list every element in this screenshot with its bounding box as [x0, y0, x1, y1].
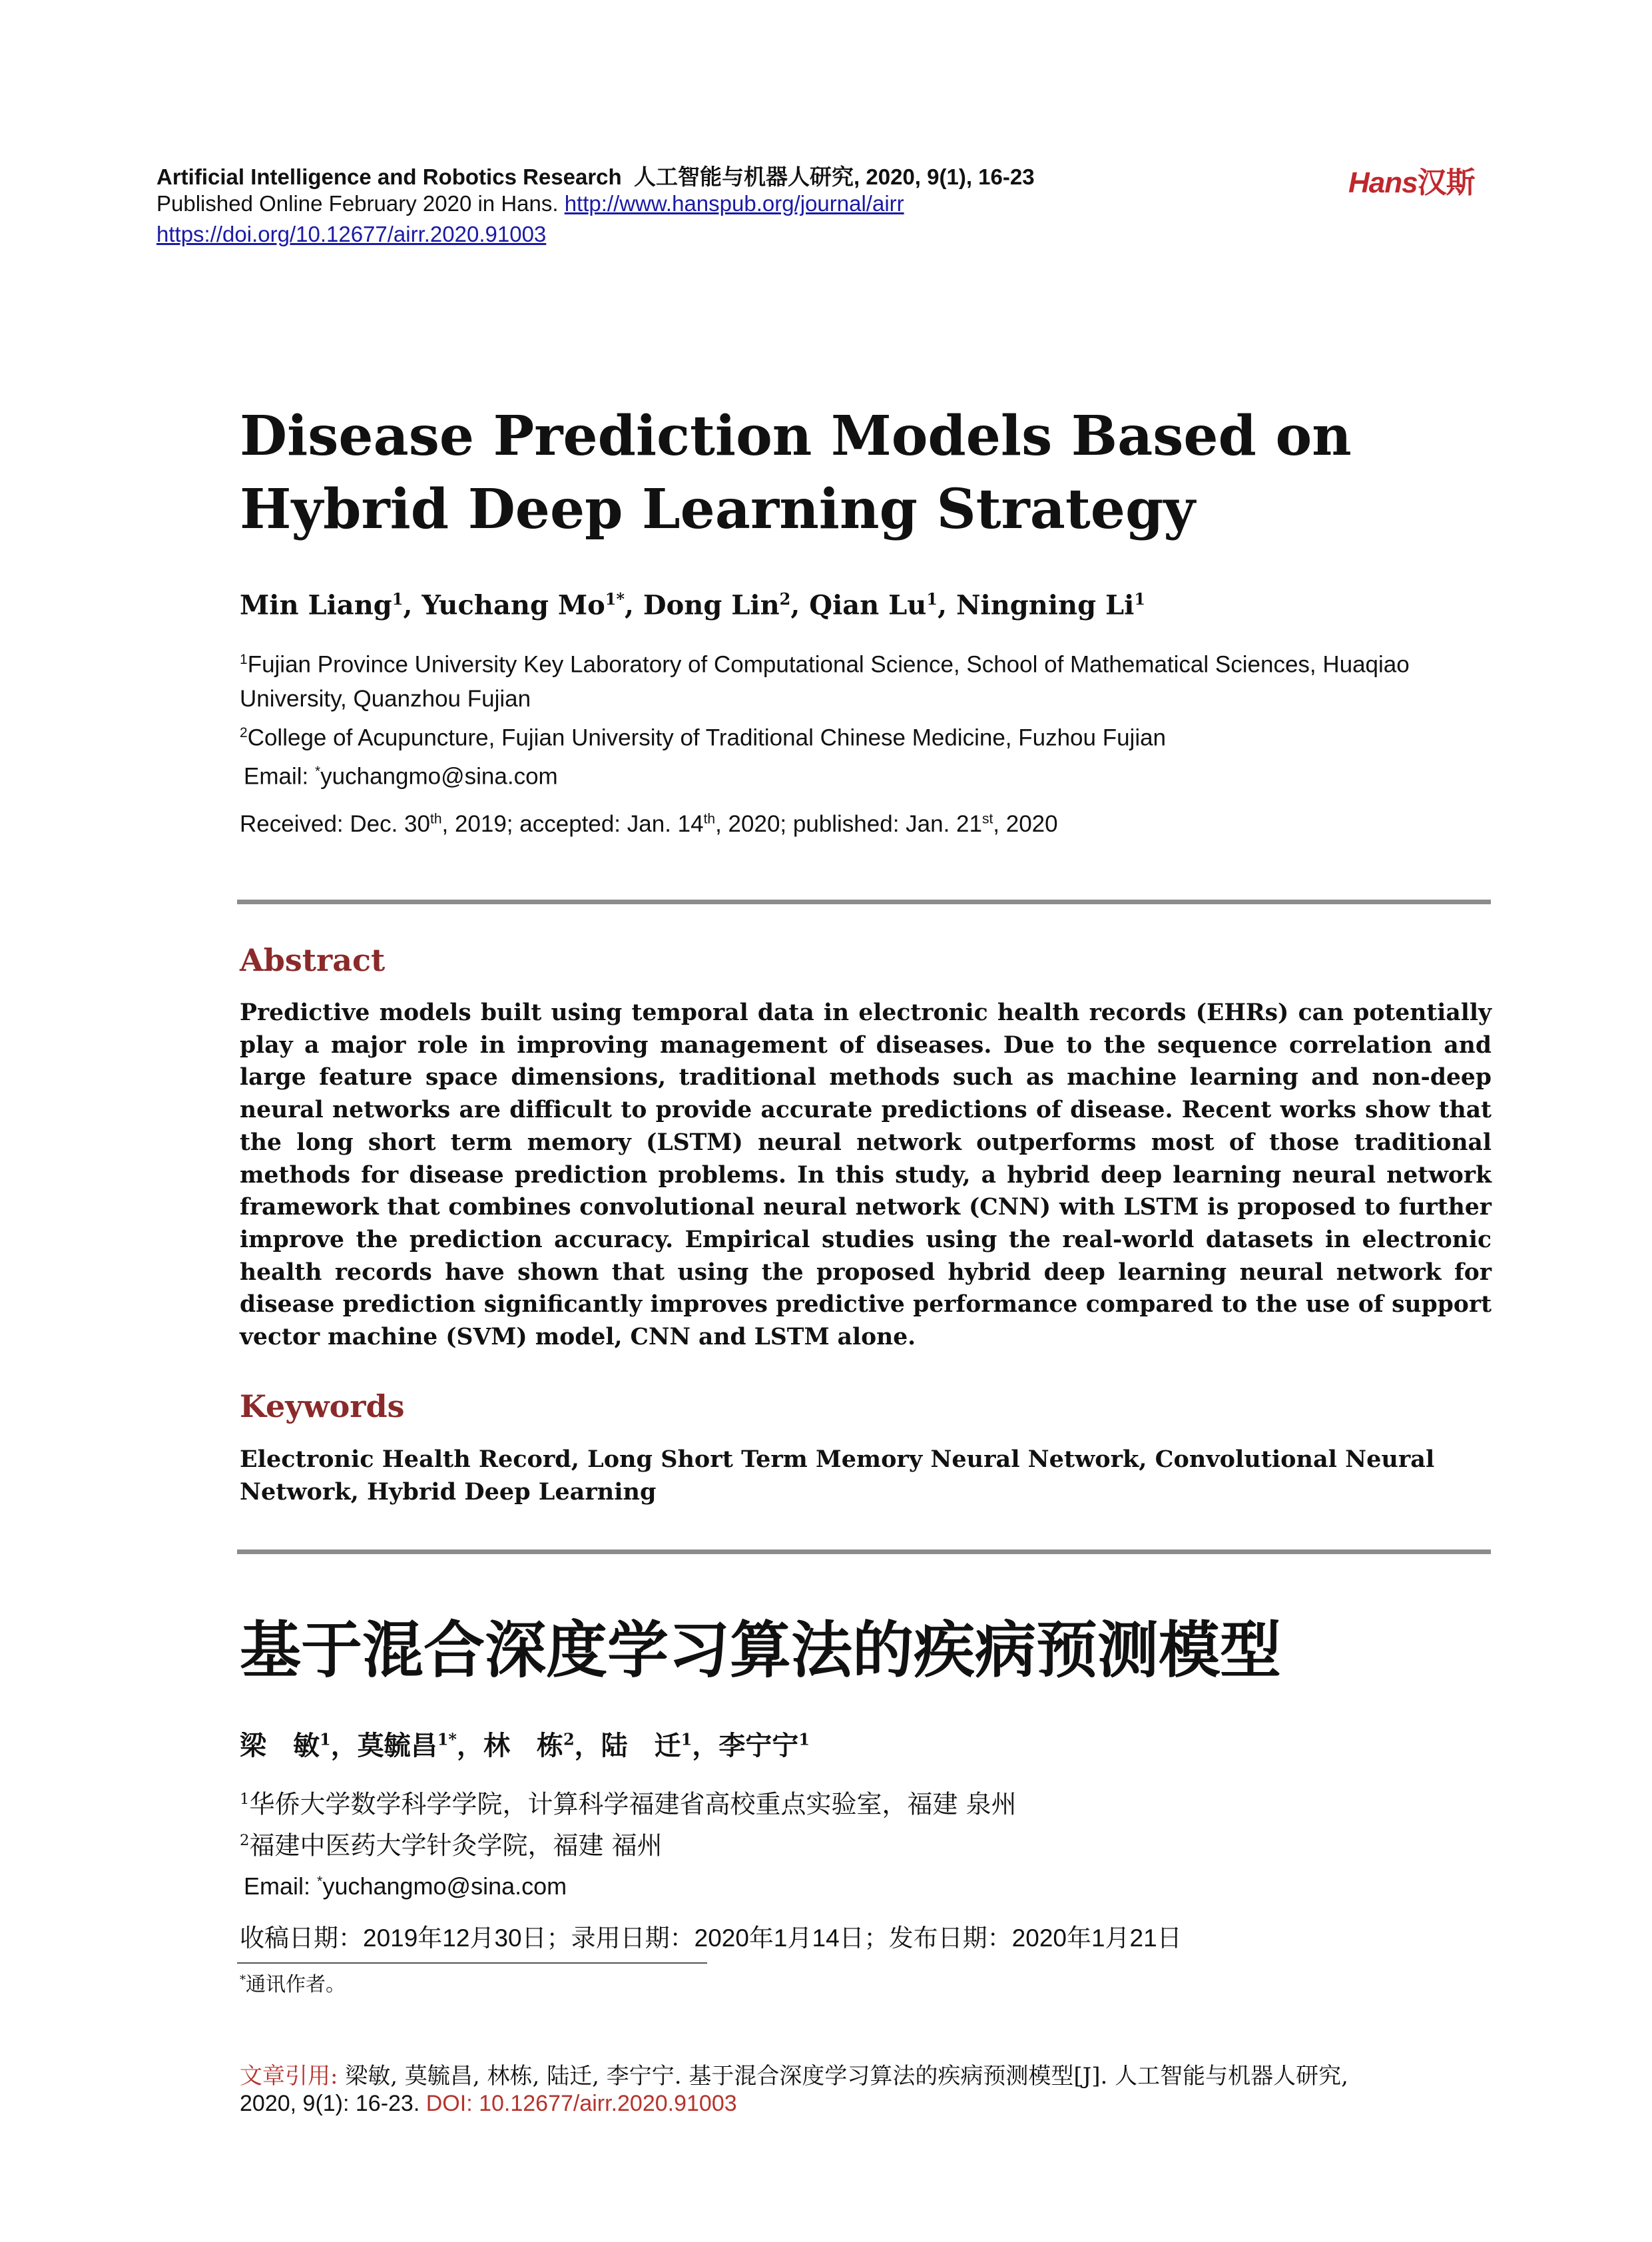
paper-title-cn: 基于混合深度学习算法的疾病预测模型 [240, 1617, 1282, 1685]
author-name: Ningning Li [956, 589, 1135, 621]
author-name-cn: 林 栋 [483, 1730, 563, 1761]
citation-text-2: 2020, 9(1): 16-23. [240, 2091, 426, 2116]
footnote-rule [237, 1962, 707, 1964]
author-name-cn: 莫毓昌 [357, 1730, 437, 1761]
journal-url-link[interactable]: http://www.hanspub.org/journal/airr [564, 191, 904, 216]
logo-cn: 汉斯 [1417, 166, 1475, 199]
citation-text: 梁敏, 莫毓昌, 林栋, 陆迁, 李宁宁. 基于混合深度学习算法的疾病预测模型[J]. 人工智能与机器人研究, [345, 2063, 1348, 2090]
publication-dates-cn: 收稿日期：2019年12月30日；录用日期：2020年1月14日；发布日期：2020年1月21日 [240, 1924, 1182, 1952]
email-label: Email: [244, 763, 315, 790]
accepted-date: , 2019; accepted: Jan. 14 [441, 811, 704, 837]
author-mark: 1 [681, 1729, 692, 1749]
affiliation-mark: 1 [240, 1791, 250, 1808]
author-name-cn: 陆 迁 [601, 1730, 681, 1761]
keywords-heading: Keywords [240, 1388, 405, 1424]
affiliation-mark: 2 [240, 724, 248, 740]
date-suffix: th [703, 811, 716, 827]
date-suffix: th [429, 811, 442, 827]
published-year: , 2020 [993, 811, 1058, 837]
keywords-body: Electronic Health Record, Long Short Term Memory Neural Network, Convolutional Neural Network, Hybrid Deep Learning [240, 1446, 1435, 1506]
author-name: Dong Lin [643, 589, 780, 621]
published-text: Published Online February 2020 in Hans. [156, 191, 559, 216]
email-line-cn [240, 1863, 1505, 1904]
affiliation-2 [240, 716, 1505, 755]
affiliations-cn [240, 1781, 1505, 1904]
paper-title: Disease Prediction Models Based on Hybrid Deep Learning Strategy [240, 404, 1352, 541]
journal-name-cn: 人工智能与机器人研究, 2020, 9(1), 16-23 [634, 164, 1035, 189]
email-mark: * [317, 1872, 323, 1890]
received-date: Received: Dec. 30 [240, 811, 430, 837]
hans-logo [1348, 158, 1475, 201]
citation-line-1 [240, 2058, 1348, 2090]
section-divider [237, 900, 1491, 904]
affiliation-cn-2 [240, 1822, 1505, 1864]
author-mark: 1 [926, 589, 938, 609]
affiliation-text: 华侨大学数学科学学院，计算科学福建省高校重点实验室，福建 泉州 [249, 1789, 1017, 1819]
affiliation-mark: 2 [240, 1831, 250, 1849]
affiliations [240, 643, 1505, 794]
author-name: Qian Lu [809, 589, 927, 621]
footnote-mark: * [240, 1973, 246, 1987]
author-mark: 2 [563, 1729, 575, 1749]
author-mark: 1 [798, 1729, 810, 1749]
abstract-body: Predictive models built using temporal data in electronic health records (EHRs) can potentially play a major role in improving management of diseases. Due to the sequence correlation and large feature space dimensions, traditional methods such as machine learning and non-deep neural networks are difficult to provide accurate predictions of disease. Recent works show that the long short term memory (LSTM) neural network outperforms most of those traditional methods for disease prediction problems. In this study, a hybrid deep learning neural network framework that combines convolutional neural network (CNN) with LSTM is proposed to further improve the prediction accuracy. Empirical studies using the real-world datasets in electronic health records have shown that using the proposed hybrid deep learning neural network for disease prediction significantly improves predictive performance compared to the use of support vector machine (SVM) model, CNN and LSTM alone. [240, 999, 1492, 1351]
abstract-heading: Abstract [240, 942, 386, 978]
author-mark: 1 [392, 589, 404, 609]
logo-latin: Hans [1348, 166, 1418, 199]
corresponding-author-footnote [240, 1968, 346, 1997]
author-name-cn: 李宁宁 [718, 1730, 799, 1761]
affiliation-text: 福建中医药大学针灸学院，福建 福州 [249, 1830, 663, 1860]
affiliation-cn-1 [240, 1781, 1505, 1822]
author-name: Min Liang [240, 589, 392, 621]
author-mark: 1* [437, 1729, 457, 1749]
author-list-cn: 梁 敏$^1$，莫毓昌$^{1*}$，林 栋$^2$，陆 迁$^1$，李宁宁$^1$ [240, 1729, 810, 1761]
email-address[interactable]: yuchangmo@sina.com [320, 763, 558, 790]
author-mark: 1 [1134, 589, 1146, 609]
affiliation-text: College of Acupuncture, Fujian University of Traditional Chinese Medicine, Fuzhou Fujian [247, 724, 1167, 751]
citation-label: 文章引用: [240, 2063, 346, 2090]
footnote-text: 通讯作者。 [246, 1973, 346, 1996]
doi-line [156, 222, 546, 247]
email-line [240, 754, 1505, 794]
email-address[interactable]: yuchangmo@sina.com [322, 1872, 567, 1900]
doi-link[interactable]: https://doi.org/10.12677/airr.2020.91003 [156, 222, 547, 246]
affiliation-text: Fujian Province University Key Laboratory of Computational Science, School of Mathematical Sciences, Huaqiao University, Quanzhou Fujian [240, 651, 1410, 712]
affiliation-1 [240, 643, 1505, 716]
published-line [156, 191, 904, 216]
author-mark: 1* [605, 589, 625, 609]
journal-name-en: Artificial Intelligence and Robotics Research [156, 164, 622, 189]
email-label: Email: [244, 1872, 318, 1900]
author-name-cn: 梁 敏 [240, 1730, 320, 1761]
email-mark: * [314, 764, 321, 780]
author-mark: 1 [320, 1729, 331, 1749]
published-date: , 2020; published: Jan. 21 [715, 811, 982, 837]
citation-line-2 [240, 2091, 737, 2117]
author-name: Yuchang Mo [421, 589, 605, 621]
publication-dates [240, 811, 1058, 838]
affiliation-mark: 1 [240, 652, 248, 667]
section-divider [237, 1549, 1491, 1554]
journal-header [156, 160, 1035, 191]
citation-doi[interactable]: DOI: 10.12677/airr.2020.91003 [425, 2091, 737, 2116]
author-mark: 2 [779, 589, 791, 609]
author-list: Min Liang$^1$, Yuchang $Mo^{1*}$, Dong Lin$^2$, Qian Lu$^1$, Ningning Li$^1$ [240, 589, 1146, 621]
date-suffix: st [981, 811, 993, 827]
